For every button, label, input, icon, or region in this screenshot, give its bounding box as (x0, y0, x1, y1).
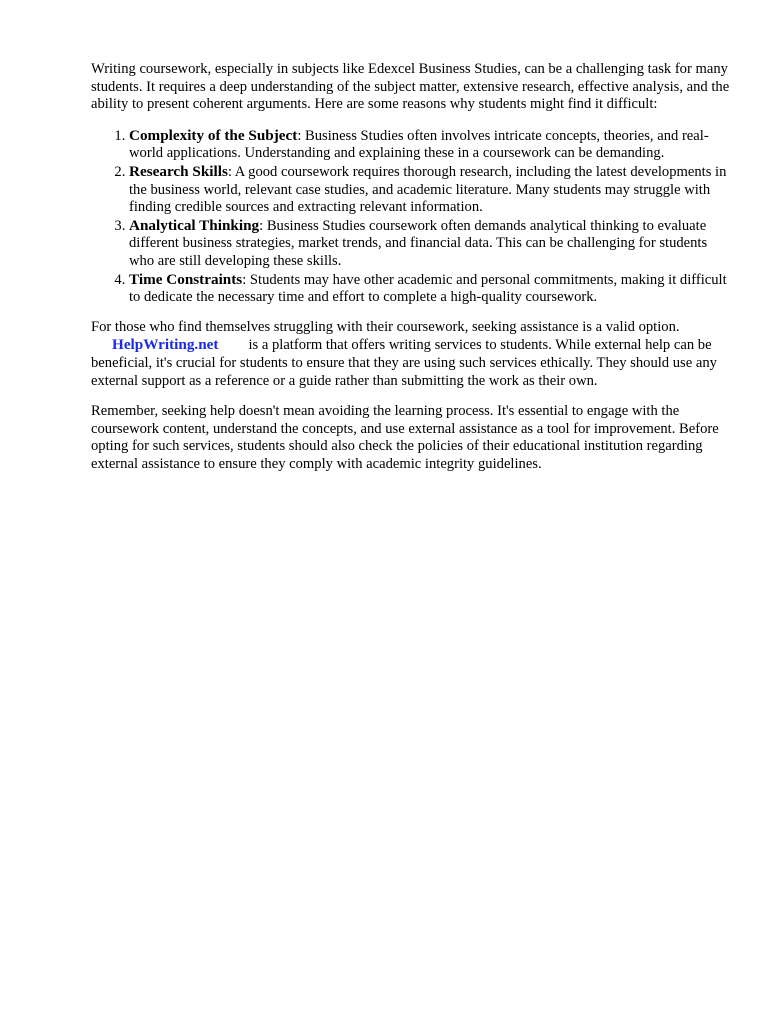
intro-paragraph: Writing coursework, especially in subjects like Edexcel Business Studies, can be a challenging task for many students. It requires a deep understanding of the subject matter, extensive research, effective analysis, and the ability to present coherent arguments. Here are some reasons why students might find it difficult: (91, 61, 730, 113)
reason-term: Complexity of the Subject (129, 126, 298, 144)
help-paragraph (91, 319, 731, 390)
list-item (129, 127, 731, 163)
reason-text: : Business Studies often involves intricate concepts, theories, and real-world applications. Understanding and explaining these in a coursework can be demanding. (129, 127, 709, 162)
reason-text: : Students may have other academic and personal commitments, making it difficult to dedicate the necessary time and effort to complete a high-quality coursework. (129, 271, 727, 306)
document-page (91, 61, 731, 486)
reason-term: Time Constraints (129, 270, 243, 288)
list-item (129, 217, 731, 271)
reasons-list (91, 127, 731, 307)
reason-term: Analytical Thinking (129, 216, 260, 234)
closing-paragraph: Remember, seeking help doesn't mean avoiding the learning process. It's essential to engage with the coursework content, understand the concepts, and use external assistance as a tool for improvement. Before opting for such services, students should also check the policies of their educational institution regarding external assistance to ensure they comply with academic integrity guidelines. (91, 403, 719, 472)
helpwriting-link[interactable]: HelpWriting.net (112, 336, 219, 354)
help-text-before: For those who find themselves struggling with their coursework, seeking assistance is a valid option. (91, 318, 680, 335)
help-text-after: is a platform that offers writing services to students. While external help can be beneficial, it's crucial for students to ensure that they are using such services ethically. They should use any external support as a reference or a guide rather than submitting the work as their own. (91, 337, 717, 389)
reason-text: : A good coursework requires thorough research, including the latest developments in the business world, relevant case studies, and academic literature. Many students may struggle with finding credible sources and extracting relevant information. (129, 163, 727, 216)
list-item (129, 271, 731, 307)
list-item (129, 163, 731, 217)
reason-term: Research Skills (129, 162, 228, 180)
reason-text: : Business Studies coursework often demands analytical thinking to evaluate different business strategies, market trends, and financial data. This can be challenging for students who are still developing these skills. (129, 217, 708, 269)
